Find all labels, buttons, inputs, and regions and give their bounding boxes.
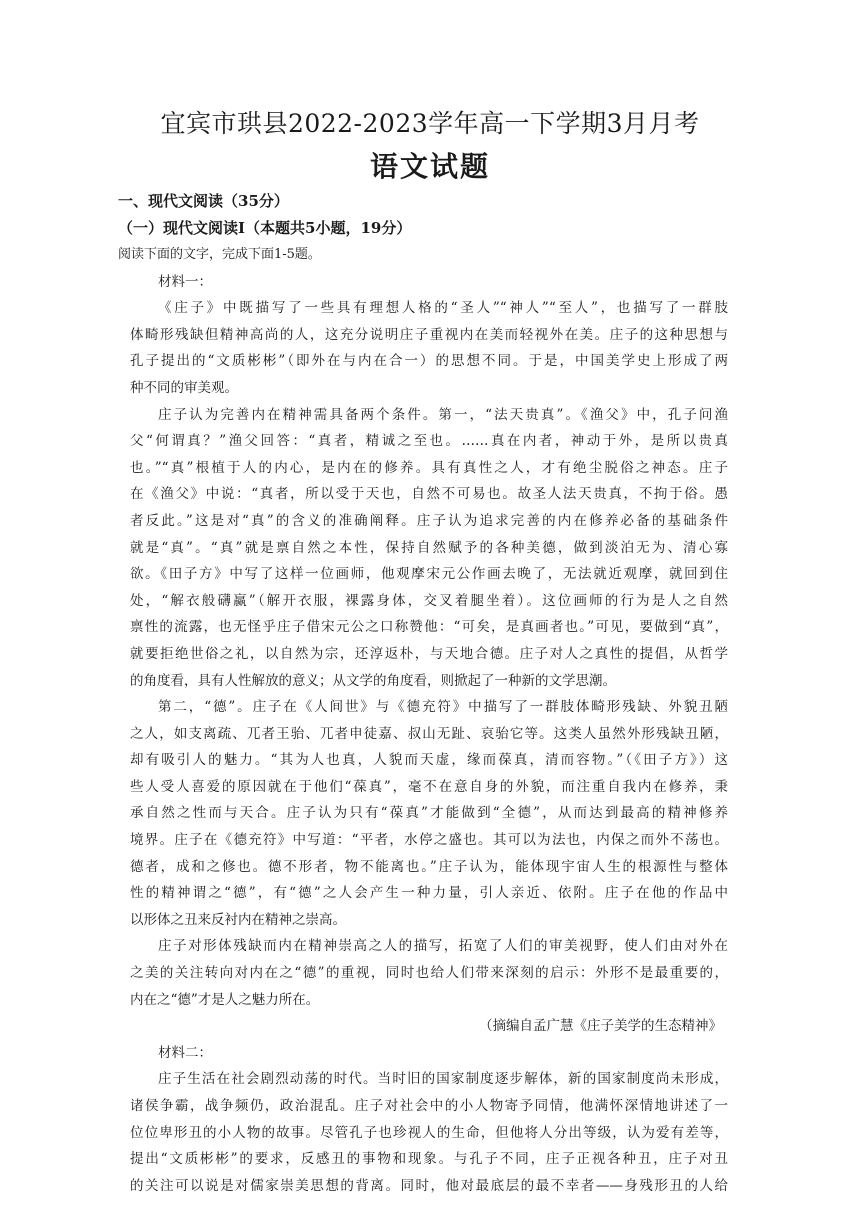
material1-body	[130, 295, 728, 1013]
text-line: 种不同的审美观。	[130, 379, 238, 396]
exam-subtitle: 语文试题	[369, 150, 490, 183]
text-line: 的角度看，具有人性解放的意义；从文学的角度看，则掀起了一种新的文学思潮。	[130, 672, 616, 689]
text-line: 的关注可以说是对儒家崇美思想的背离。同时，他对最底层的最不幸者——身残形丑的人给	[130, 1177, 728, 1194]
reading-instruction: 阅读下面的文字，完成下面1-5题。	[118, 247, 321, 262]
text-line: 庄子生活在社会剧烈动荡的时代。当时旧的国家制度逐步解体，新的国家制度尚未形成，	[158, 1071, 728, 1088]
text-line: 欲。《田子方》中写了这样一位画师，他观摩宋元公作画去晚了，无法就近观摩，就回到住	[130, 566, 728, 583]
text-line: 孔子提出的“文质彬彬”（即外在与内在合一）的思想不同。于是，中国美学史上形成了两	[130, 353, 728, 370]
section-heading: 一、现代文阅读（35分）	[118, 192, 289, 210]
exam-title: 宜宾市珙县2022-2023学年高一下学期3月月考	[160, 109, 700, 138]
text-line: 就要拒绝世俗之礼，以自然为宗，还淳返朴，与天地合德。庄子对人之真性的提倡，从哲学	[130, 645, 728, 662]
text-line: 也。”“真”根植于人的内心，是内在的修养。具有真性之人，才有绝尘脱俗之神态。庄子	[130, 459, 728, 476]
text-line: 体畸形残缺但精神高尚的人，这充分说明庄子重视内在美而轻视外在美。庄子的这种思想与	[130, 326, 728, 343]
text-line: 位位卑形丑的小人物的故事。尽管孔子也珍视人的生命，但他将人分出等级，认为爱有差等，	[130, 1124, 728, 1141]
text-line: 就是“真”。“真”就是禀自然之本性，保持自然赋予的各种美德，做到淡泊无为、清心寡	[130, 539, 728, 556]
material1-label: 材料一：	[158, 273, 212, 290]
text-line: 父“何谓真？”渔父回答：“真者，精诚之至也。……真在内者，神动于外，是所以贵真	[130, 433, 728, 450]
text-line: 承自然之性而与天合。庄子认为只有“葆真”才能做到“全德”，从而达到最高的精神修养	[130, 805, 728, 822]
text-line: 些人受人喜爱的原因就在于他们“葆真”，毫不在意自身的外貌，而注重自我内在修养，秉	[130, 778, 728, 795]
text-line: 以形体之丑来反衬内在精神之崇高。	[130, 911, 346, 928]
text-line: 诸侯争霸，战争频仍，政治混乱。庄子对社会中的小人物寄予同情，他满怀深情地讲述了一	[130, 1098, 728, 1114]
material1-source: （摘编自孟广慧《庄子美学的生态精神》	[479, 1018, 722, 1035]
text-line: 德者，成和之修也。德不形者，物不能离也。”庄子认为，能体现宇宙人生的根源性与整体	[130, 858, 728, 875]
text-line: 第二，“德”。庄子在《人间世》与《德充符》中描写了一群肢体畸形残缺、外貌丑陋	[158, 699, 728, 716]
text-line: 内在之“德”才是人之魅力所在。	[130, 991, 320, 1008]
text-line: 境界。庄子在《德充符》中写道：“平者，水停之盛也。其可以为法也，内保之而外不荡也。	[130, 832, 728, 849]
text-line: 庄子对形体残缺而内在精神崇高之人的描写，拓宽了人们的审美视野，使人们由对外在	[158, 938, 728, 955]
material2-body	[130, 1066, 728, 1199]
text-line: 之美的关注转向对内在之“德”的重视，同时也给人们带来深刻的启示：外形不是最重要的，	[130, 965, 728, 982]
text-line: 者反此。”这是对“真”的含义的准确阐释。庄子认为追求完善的内在修养必备的基础条件	[130, 512, 728, 529]
text-line: 处，“解衣般礴赢”（解开衣服，裸露身体，交叉着腿坐着）。这位画师的行为是人之自然	[130, 592, 728, 609]
text-line: 《庄子》中既描写了一些具有理想人格的“圣人”“神人”“至人”，也描写了一群肢	[158, 300, 728, 317]
text-line: 之人，如支离疏、兀者王骀、兀者申徒嘉、叔山无趾、哀骀它等。这类人虽然外形残缺丑陋，	[130, 725, 728, 742]
text-line: 提出“文质彬彬”的要求，反感丑的事物和现象。与孔子不同，庄子正视各种丑，庄子对丑	[130, 1151, 728, 1168]
text-line: 禀性的流露，也无怪乎庄子借宋元公之口称赞他：“可矣，是真画者也。”可见，要做到“真”，	[130, 619, 728, 636]
subsection-heading: （一）现代文阅读Ⅰ（本题共5小题，19分）	[118, 219, 412, 237]
material2-label: 材料二：	[158, 1044, 212, 1061]
text-line: 在《渔父》中说：“真者，所以受于天也，自然不可易也。故圣人法天贵真，不拘于俗。愚	[130, 486, 728, 503]
text-line: 庄子认为完善内在精神需具备两个条件。第一，“法天贵真”。《渔父》中，孔子问渔	[158, 406, 728, 423]
text-line: 却有吸引人的魅力。“其为人也真，人貌而天虚，缘而葆真，清而容物。”（《田子方》）这	[130, 752, 728, 769]
text-line: 性的精神谓之“德”，有“德”之人会产生一种力量，引人亲近、依附。庄子在他的作品中	[130, 885, 728, 902]
exam-content	[118, 190, 728, 1199]
